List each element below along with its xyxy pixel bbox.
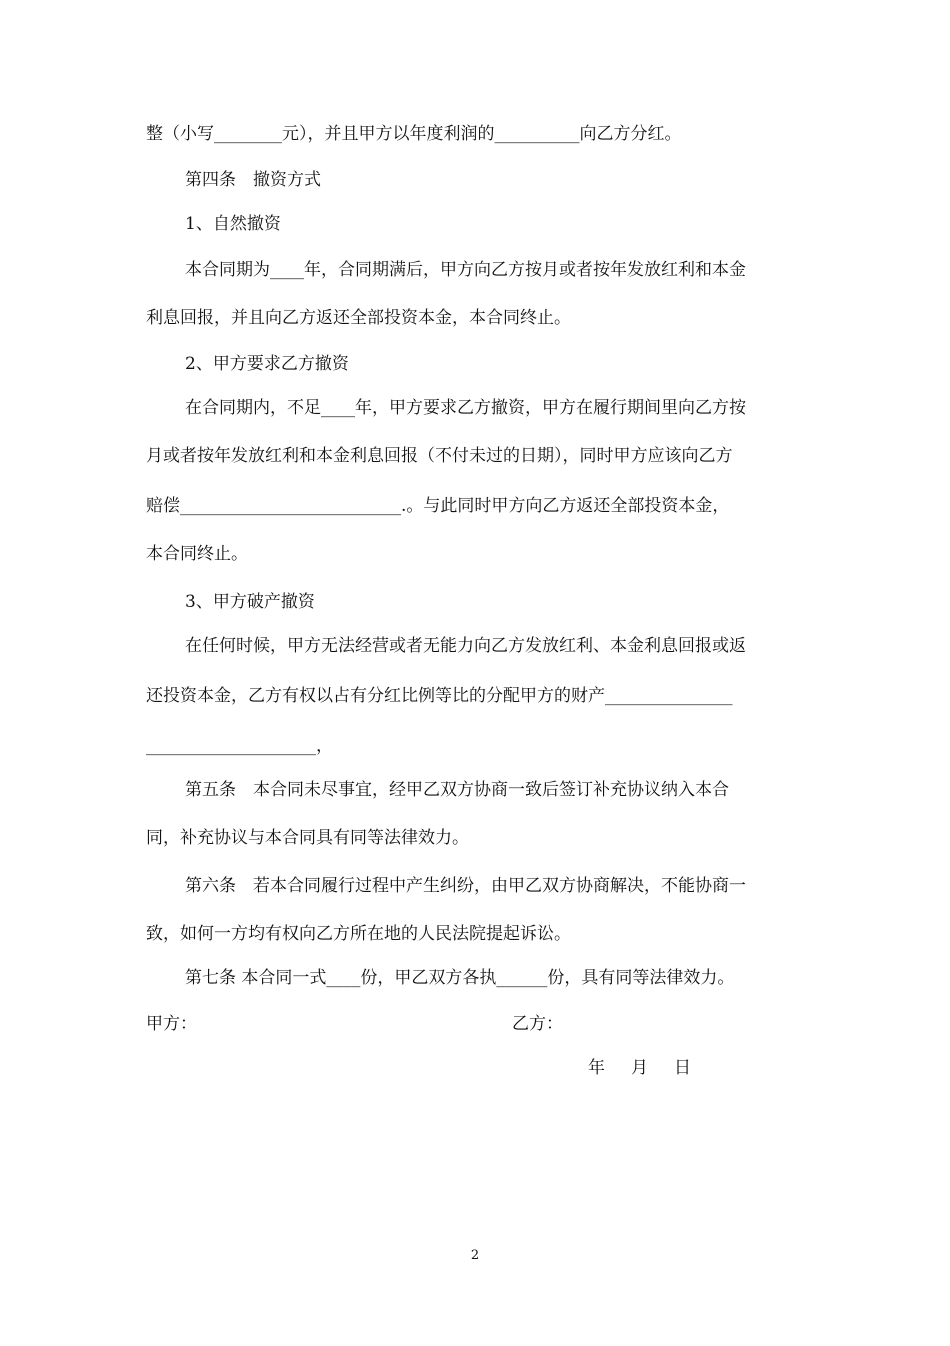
text-line: 同，补充协议与本合同具有同等法律效力。 [146, 828, 469, 848]
text-line: 赔偿__________________________.。与此同时甲方向乙方返还全部投资本金， [146, 496, 730, 516]
date-month: 月 [631, 1058, 648, 1078]
text-line: 第六条 若本合同履行过程中产生纠纷，由甲乙双方协商解决，不能协商一 [185, 876, 746, 896]
text-line: 在合同期内，不足____年，甲方要求乙方撤资，甲方在履行期间里向乙方按 [185, 398, 746, 418]
subsection-heading: 1、自然撤资 [185, 214, 281, 234]
text-line: 月或者按年发放红利和本金利息回报（不付未过的日期），同时甲方应该向乙方 [146, 446, 733, 466]
date-line [588, 1056, 691, 1080]
subsection-heading: 3、甲方破产撤资 [185, 592, 315, 612]
subsection-heading: 2、甲方要求乙方撤资 [185, 354, 349, 374]
date-day: 日 [674, 1058, 691, 1078]
text-line: 利息回报，并且向乙方返还全部投资本金，本合同终止。 [146, 308, 571, 328]
party-b-label: 乙方： [512, 1014, 563, 1034]
text-line: 在任何时候，甲方无法经营或者无能力向乙方发放红利、本金利息回报或返 [185, 636, 746, 656]
date-year: 年 [588, 1058, 605, 1078]
text-line: 整（小写________元），并且甲方以年度利润的__________向乙方分红。 [146, 124, 682, 144]
text-line: 第五条 本合同未尽事宜，经甲乙双方协商一致后签订补充协议纳入本合 [185, 780, 729, 800]
text-line: 还投资本金，乙方有权以占有分红比例等比的分配甲方的财产_______________ [146, 686, 733, 706]
text-line: 本合同终止。 [146, 544, 248, 564]
party-a-label: 甲方： [146, 1014, 197, 1034]
text-line: 致，如何一方均有权向乙方所在地的人民法院提起诉讼。 [146, 924, 571, 944]
text-line: 本合同期为____年，合同期满后，甲方向乙方按月或者按年发放红利和本金 [185, 260, 746, 280]
text-line: 第七条 本合同一式____份，甲乙双方各执______份，具有同等法律效力。 [185, 968, 735, 988]
section-heading: 第四条 撤资方式 [185, 170, 321, 190]
text-line: ____________________， [146, 736, 333, 756]
page-number: 2 [470, 1248, 480, 1263]
